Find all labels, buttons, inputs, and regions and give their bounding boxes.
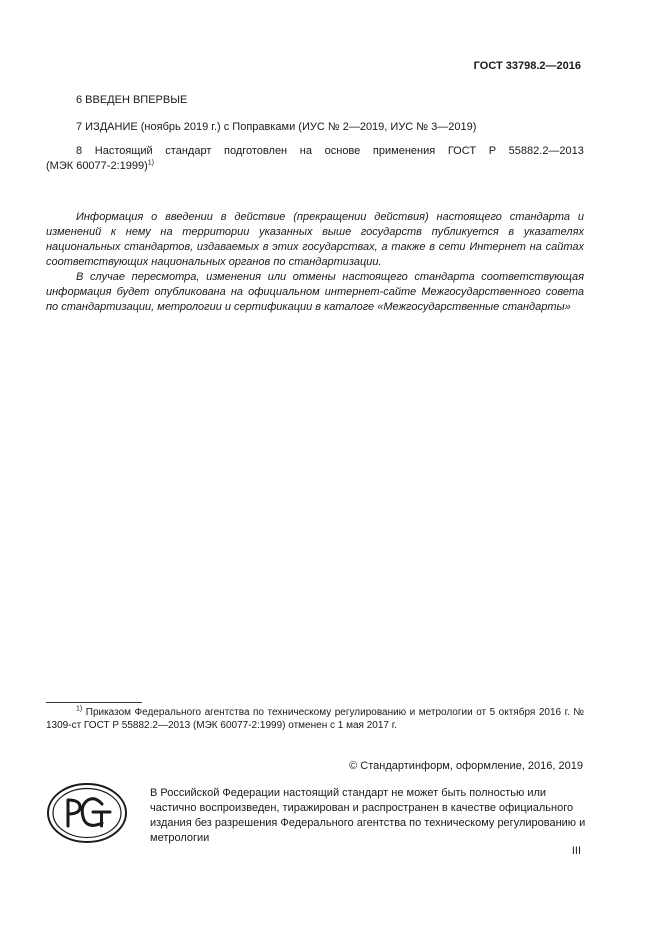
info-paragraph-1: Информация о введении в действие (прекращении действия) настоящего стандарта и изменений к нему на территории указанных выше государств публикуется в указателях национальных стандартов, издаваемых в этих государствах, а также в сети Интернет на сайтах соответствующих национальных органов по стандартизации. — [46, 211, 584, 268]
item-8 — [46, 144, 584, 174]
reproduction-notice: В Российской Федерации настоящий стандарт не может быть полностью или частично воспроизведен, тиражирован и распространен в качестве официального издания без разрешения Федерального агентства по техническому регулированию и метрологии — [150, 787, 586, 844]
gost-r-seal-icon — [46, 782, 128, 844]
footnote-rule — [46, 702, 142, 703]
copyright: © Стандартинформ, оформление, 2016, 2019 — [349, 760, 583, 772]
footnote-ref: 1) — [147, 159, 154, 167]
info-block — [46, 210, 584, 315]
item-6: 6 ВВЕДЕН ВПЕРВЫЕ — [76, 94, 188, 106]
footnote — [46, 706, 584, 732]
item-8-line-2: (МЭК 60077-2:1999)$^{1)}$ — [46, 159, 154, 172]
footnote-marker: 1) — [76, 705, 83, 713]
document-code: ГОСТ 33798.2—2016 — [473, 60, 581, 72]
item-8-line-1: 8 Настоящий стандарт подготовлен на основе применения ГОСТ Р 55882.2—2013 — [76, 145, 584, 157]
item-7: 7 ИЗДАНИЕ (ноябрь 2019 г.) с Поправками (ИУС № 2—2019, ИУС № 3—2019) — [76, 121, 477, 133]
page-number: III — [571, 845, 581, 857]
footnote-text: Приказом Федерального агентства по техническому регулированию и метрологии от 5 октября 2016 г. № 1309-ст ГОСТ Р 55882.2—2013 (МЭК 60077-2:1999) отменен с 1 мая 2017 г. — [46, 707, 585, 731]
info-paragraph-2: В случае пересмотра, изменения или отмены настоящего стандарта соответствующая информация будет опубликована на официальном интернет-сайте Межгосударственного совета по стандартизации, метрологии и сертификации в каталоге «Межгосударственные стандарты» — [46, 271, 584, 313]
